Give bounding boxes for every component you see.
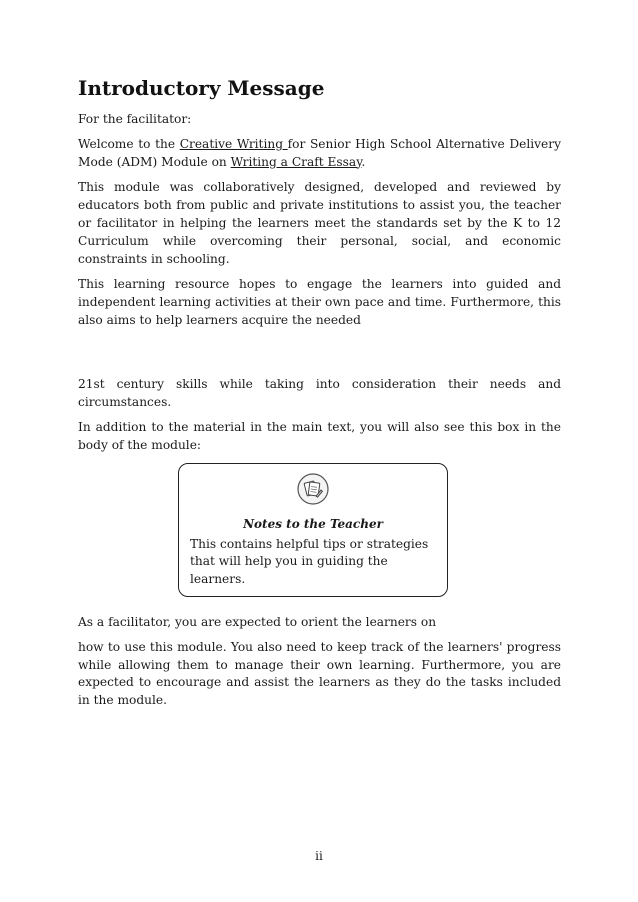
page-title: Introductory Message — [78, 76, 325, 100]
design-paragraph: This module was collaboratively designed, developed and reviewed by educators both from public and private institutions to assist you, the teacher or facilitator in helping the learners meet the standards set by the K to 12 Curriculum while overcoming their personal, social, and economic constraints in schooling. — [78, 180, 561, 266]
addition-paragraph: In addition to the material in the main text, you will also see this box in the body of the module: — [78, 420, 561, 453]
notes-pages-icon — [297, 473, 329, 505]
module-title: Writing a Craft Essay — [230, 154, 362, 169]
notes-box-title: Notes to the Teacher — [243, 516, 383, 531]
welcome-paragraph — [78, 136, 561, 172]
orient-paragraph: As a facilitator, you are expected to orient the learners on — [78, 614, 437, 629]
resource-paragraph: This learning resource hopes to engage the learners into guided and independent learning activities at their own pace and time. Furthermore, this also aims to help learners acquire the needed — [78, 277, 561, 327]
welcome-text-before: Welcome to the — [78, 136, 180, 151]
page-number: ii — [315, 849, 323, 863]
notes-to-teacher-box — [178, 463, 448, 597]
howto-paragraph: how to use this module. You also need to keep track of the learners' progress while allowing them to manage their own learning. Furthermore, you are expected to encourage and assist the learners as they do the tasks included in the module. — [78, 639, 561, 708]
subject-name: Creative Writing — [179, 136, 288, 151]
welcome-text-middle: for Senior High School Alternative Delivery Mode (ADM) Module on — [78, 136, 561, 169]
paragraph-gap — [78, 338, 561, 376]
notes-box-body: This contains helpful tips or strategies that will help you in guiding the learners. — [190, 536, 429, 586]
welcome-text-after: . — [361, 154, 366, 169]
skills-paragraph: 21st century skills while taking into consideration their needs and circumstances. — [78, 376, 561, 409]
document-page — [78, 74, 561, 718]
facilitator-label: For the facilitator: — [78, 112, 192, 126]
